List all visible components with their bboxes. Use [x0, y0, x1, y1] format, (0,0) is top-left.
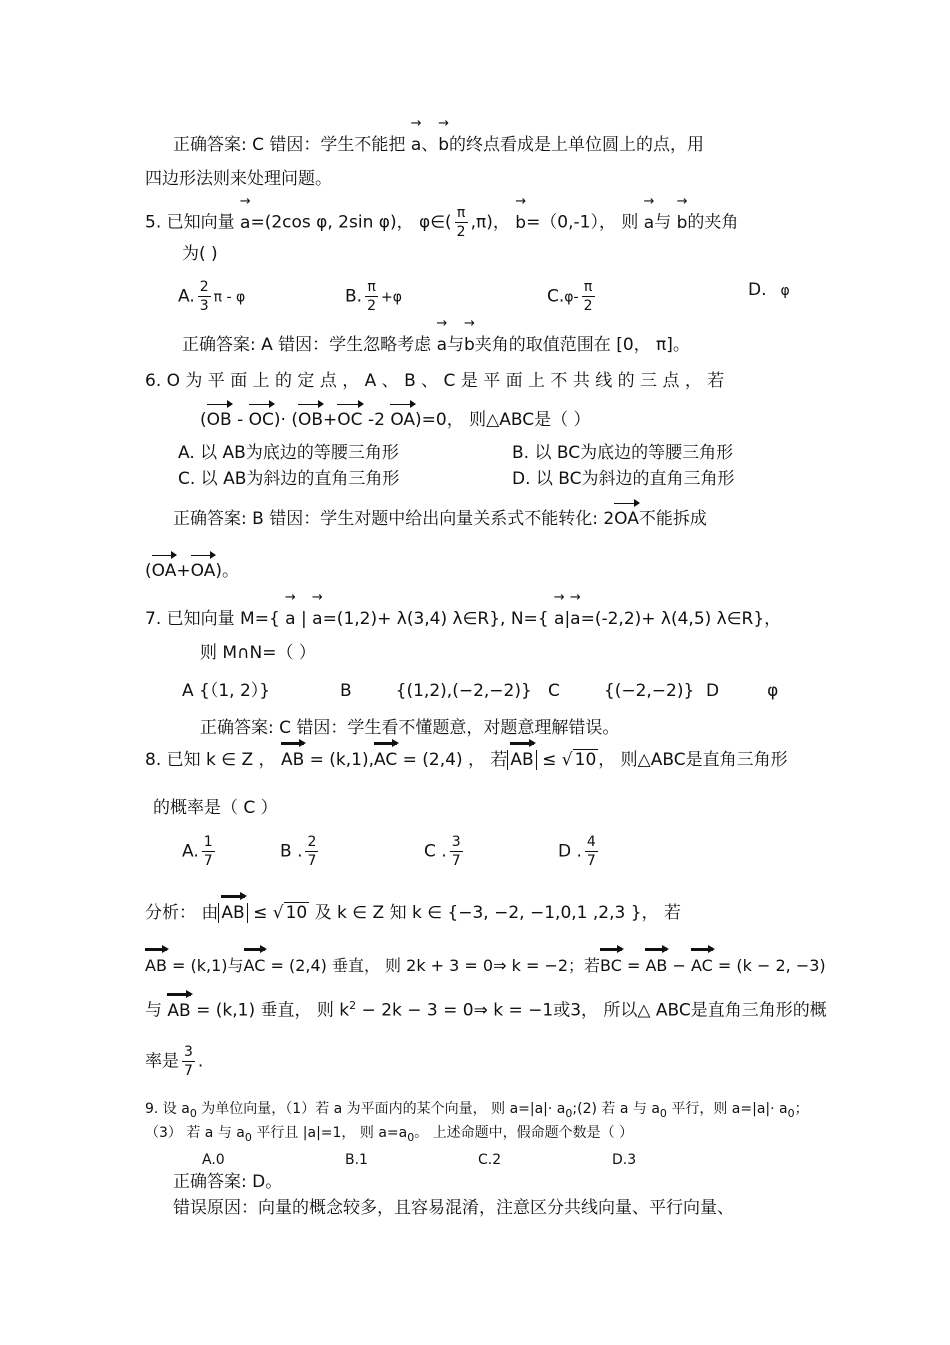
answer-text: 正确答案: C 错因：学生不能把 — [173, 135, 411, 155]
q7-stem — [145, 607, 781, 631]
numerator: 3 — [451, 834, 461, 850]
analysis-text-2: 及 k ∈ Z 知 k ∈ {−3, −2, −1,0,1 ,2,3 }， 若 — [309, 903, 681, 923]
q9-text: （3） 若 a 与 a — [145, 1125, 245, 1141]
option-label: B . — [280, 841, 303, 862]
analysis-text: 率是 — [145, 1051, 179, 1072]
fraction — [198, 278, 211, 315]
operator: + — [323, 410, 338, 430]
option-label: B — [340, 681, 352, 701]
q6-text: )=0， 则△ABC是（ ） — [415, 410, 591, 430]
answer-text-2: 不能拆成 — [638, 509, 707, 529]
option-text: π - φ — [213, 289, 246, 306]
numerator: 4 — [586, 834, 596, 850]
q6-option-c: C. 以 AB为斜边的直角三角形 — [178, 469, 400, 489]
q5-text-2: =(2cos φ, 2sin φ)， φ∈( — [250, 212, 452, 233]
vector-ac: AC — [374, 750, 398, 770]
radicand: 10 — [285, 903, 308, 923]
subscript: 0 — [565, 1106, 573, 1120]
analysis-text-2: = (k,1) 垂直， 则 k — [190, 1000, 350, 1021]
q7-text: 7. 已知向量 M={ — [145, 609, 286, 629]
q8-analysis-2 — [145, 954, 826, 978]
subscript: 0 — [189, 1106, 197, 1120]
option-label: D . — [558, 841, 582, 862]
vector-a: → a — [437, 333, 447, 357]
q5-option-d — [748, 278, 790, 303]
vector-bc: BC — [600, 954, 622, 978]
vector-ob: OB — [206, 410, 232, 430]
operator: ≤ — [536, 750, 562, 770]
q8-option-c — [424, 833, 466, 870]
numerator: π — [455, 204, 468, 223]
q5-option-c — [547, 278, 598, 315]
q5-text-5: 与 — [654, 212, 677, 233]
vector-a: → a — [240, 211, 250, 235]
vector-ab: AB — [280, 750, 305, 770]
option-text: φ- — [564, 289, 579, 306]
vector-oa: OA — [151, 561, 177, 581]
vector-oc: OC — [248, 410, 274, 430]
q5-option-b — [345, 278, 402, 315]
vector-oa: OA — [614, 509, 639, 529]
q8-stem: 8. 已知 k ∈ Z ， AB = (k,1),AC = (2,4) ， 若 AB ≤ √ 10 ， 则△ABC是直角三角形 — [145, 750, 788, 770]
denominator: 7 — [307, 853, 317, 869]
q9-option-b: B.1 — [345, 1152, 368, 1168]
q7-option-b — [340, 679, 532, 703]
q5-stem-2: 为( ) — [182, 244, 218, 264]
q8-option-a — [182, 833, 218, 870]
q9-answer: 正确答案: D。 — [173, 1172, 283, 1192]
answer-text: 正确答案: A 错因：学生忽略考虑 — [182, 335, 437, 355]
denominator: 7 — [451, 853, 461, 869]
operator: − — [667, 956, 691, 975]
vector-ab: AB — [145, 954, 167, 978]
operator: ≤ — [247, 903, 273, 923]
q7-text-2: =(1,2)+ λ(3,4) λ∈R}, N={ — [322, 609, 555, 629]
q4-answer-line-2: 四边形法则来处理问题。 — [145, 169, 332, 189]
vector-oc: OC — [337, 410, 363, 430]
vector-a: → a — [644, 211, 654, 235]
fraction — [585, 833, 598, 870]
vector-ac: AC — [244, 954, 266, 978]
superscript: 2 — [349, 999, 357, 1012]
q8-stem-2: 的概率是（ C ） — [153, 798, 278, 818]
vector-a: → a — [312, 607, 322, 631]
q8-text-3: = (2,4) ， 若 — [397, 750, 508, 770]
denominator: 7 — [184, 1063, 193, 1079]
q8-analysis-4 — [145, 1043, 203, 1080]
option-text: +φ — [381, 289, 402, 306]
q6-option-d: D. 以 BC为斜边的直角三角形 — [512, 469, 735, 489]
answer-text-3: 夹角的取值范围在 [0， π]。 — [474, 335, 690, 355]
q6-stem-2 — [200, 408, 590, 432]
option-label: D — [706, 681, 720, 701]
q5-text-3: ,π)， — [470, 212, 516, 233]
q5-text-4: =（0,-1）， 则 — [526, 212, 644, 233]
denominator: 7 — [203, 853, 213, 869]
numerator: 1 — [203, 834, 213, 850]
q7-answer: 正确答案: C 错因：学生看不懂题意，对题意理解错误。 — [200, 718, 620, 738]
vector-ab: AB — [645, 954, 667, 978]
operator: + — [176, 561, 191, 581]
analysis-text: = (k,1)与 — [166, 956, 244, 975]
separator: 、 — [421, 135, 439, 155]
analysis-text-3: − 2k − 3 = 0⇒ k = −1或3， 所以△ ABC是直角三角形的概 — [356, 1000, 827, 1021]
q8-text-2: = (k,1), — [304, 750, 375, 770]
vector-b: → b — [677, 211, 688, 235]
q5-option-a — [178, 278, 245, 315]
vector-ab: AB — [221, 903, 245, 923]
period: . — [197, 1051, 204, 1072]
q9-option-a: A.0 — [202, 1152, 225, 1168]
q9-reason: 错误原因：向量的概念较多，且容易混淆，注意区分共线向量、平行向量、 — [173, 1198, 734, 1218]
numerator: π — [365, 278, 378, 297]
paren: )。 — [215, 561, 239, 581]
paren: ( — [145, 561, 152, 581]
q7-text-3: =(-2,2)+ λ(4,5) λ∈R}， — [580, 609, 782, 629]
answer-text-2: 与 — [447, 335, 464, 355]
paren: )· ( — [273, 410, 298, 430]
option-label: C . — [424, 841, 447, 862]
option-text: φ — [767, 681, 779, 701]
q9-text-2: 平行且 |a|=1， 则 a=a — [251, 1125, 408, 1141]
vector-a: → a — [570, 607, 580, 631]
q8-option-b — [280, 833, 321, 870]
q6-option-a: A. 以 AB为底边的等腰三角形 — [178, 443, 399, 463]
operator: -2 — [362, 410, 391, 430]
q5-text: 5. 已知向量 — [145, 212, 241, 233]
denominator: 2 — [456, 224, 466, 240]
q7-option-d — [706, 679, 778, 703]
separator: | — [564, 609, 571, 629]
q9-text-4: 平行，则 a=|a|· a — [666, 1101, 788, 1117]
separator: | — [295, 609, 313, 629]
subscript: 0 — [244, 1130, 252, 1144]
q6-option-b: B. 以 BC为底边的等腰三角形 — [512, 443, 734, 463]
denominator: 2 — [583, 298, 593, 314]
q8-text-4: ， 则△ABC是直角三角形 — [598, 750, 788, 770]
q8-text: 8. 已知 k ∈ Z ， — [145, 750, 281, 770]
q7-option-a: A {（1, 2）} — [182, 681, 271, 701]
vector-a: → a — [285, 607, 295, 631]
q7-stem-2: 则 M∩N=（ ） — [200, 643, 316, 663]
q6-answer-2 — [145, 559, 239, 583]
q9-option-d: D.3 — [612, 1152, 637, 1168]
q8-option-d — [558, 833, 601, 870]
numerator: π — [582, 278, 595, 297]
fraction — [305, 833, 318, 870]
q5-text-6: 的夹角 — [687, 212, 739, 233]
analysis-text-3: = (k − 2, −3) — [712, 956, 826, 975]
q4-answer-line — [173, 133, 704, 157]
vector-ab: AB — [167, 1000, 191, 1021]
fraction — [365, 278, 378, 315]
numerator: 2 — [307, 834, 317, 850]
q9-text-3: 。 上述命题中，假命题个数是（ ） — [414, 1125, 634, 1141]
q5-answer — [182, 333, 690, 357]
analysis-text-2: = (2,4) 垂直， 则 2k + 3 = 0⇒ k = −2；若 — [265, 956, 601, 975]
subscript: 0 — [407, 1130, 415, 1144]
q9-text-2: 为单位向量，（1）若 a 为平面内的某个向量， 则 a=|a|· a — [196, 1101, 566, 1117]
denominator: 2 — [367, 298, 376, 314]
option-text: φ — [780, 283, 790, 299]
analysis-text: 分析： 由 — [145, 903, 219, 923]
option-text: {(−2,−2)} — [603, 681, 695, 701]
option-text: {(1,2),(−2,−2)} — [395, 681, 532, 701]
q8-analysis: 分析： 由 AB ≤ √ 10 及 k ∈ Z 知 k ∈ {−3, −2, −1,0,1 ,2,3 }， 若 — [145, 903, 681, 923]
denominator: 3 — [199, 298, 209, 314]
option-label: C — [548, 681, 560, 701]
vector-ob: OB — [297, 410, 324, 430]
vector-a: → a — [554, 607, 564, 631]
operator: - — [231, 410, 249, 430]
fraction — [450, 833, 463, 870]
fraction — [582, 278, 595, 315]
fraction — [202, 833, 215, 870]
vector-b: → b — [464, 333, 475, 357]
q6-answer — [173, 507, 707, 531]
q9-option-c: C.2 — [478, 1152, 502, 1168]
operator: = — [621, 956, 646, 975]
vector-oa: OA — [390, 410, 416, 430]
radicand: 10 — [574, 750, 597, 770]
q5-stem — [145, 204, 738, 241]
denominator: 7 — [586, 853, 596, 869]
q9-text-5: ； — [794, 1101, 809, 1117]
q6-stem: 6. O 为 平 面 上 的 定 点 ， A 、 B 、 C 是 平 面 上 不 共 线 的 三 点 ， 若 — [145, 371, 725, 391]
fraction — [455, 204, 468, 241]
fraction — [182, 1043, 195, 1080]
subscript: 0 — [787, 1106, 795, 1120]
vector-b: → b — [438, 133, 449, 157]
numerator: 3 — [184, 1044, 193, 1060]
q7-option-c — [548, 679, 694, 703]
q9-text-3: ;(2) 若 a 与 a — [572, 1101, 660, 1117]
answer-text: 正确答案: B 错因：学生对题中给出向量关系式不能转化: 2 — [173, 509, 615, 529]
paren: ( — [200, 410, 207, 430]
vector-ac: AC — [691, 954, 713, 978]
q8-analysis-3 — [145, 994, 827, 1023]
numerator: 2 — [199, 279, 209, 295]
option-label: B. — [345, 286, 363, 307]
option-label: A. — [182, 841, 199, 862]
q9-stem-2 — [145, 1121, 633, 1150]
vector-oa: OA — [190, 561, 216, 581]
option-label: D. — [748, 280, 767, 300]
q9-text: 9. 设 a — [145, 1101, 190, 1117]
vector-ab: AB — [510, 750, 534, 770]
option-label: A. — [178, 286, 195, 307]
answer-text-2: 的终点看成是上单位圆上的点，用 — [449, 135, 705, 155]
analysis-text: 与 — [145, 1000, 168, 1021]
option-label: C. — [547, 286, 565, 307]
vector-b: → b — [515, 211, 526, 235]
vector-a: → a — [411, 133, 421, 157]
subscript: 0 — [659, 1106, 667, 1120]
